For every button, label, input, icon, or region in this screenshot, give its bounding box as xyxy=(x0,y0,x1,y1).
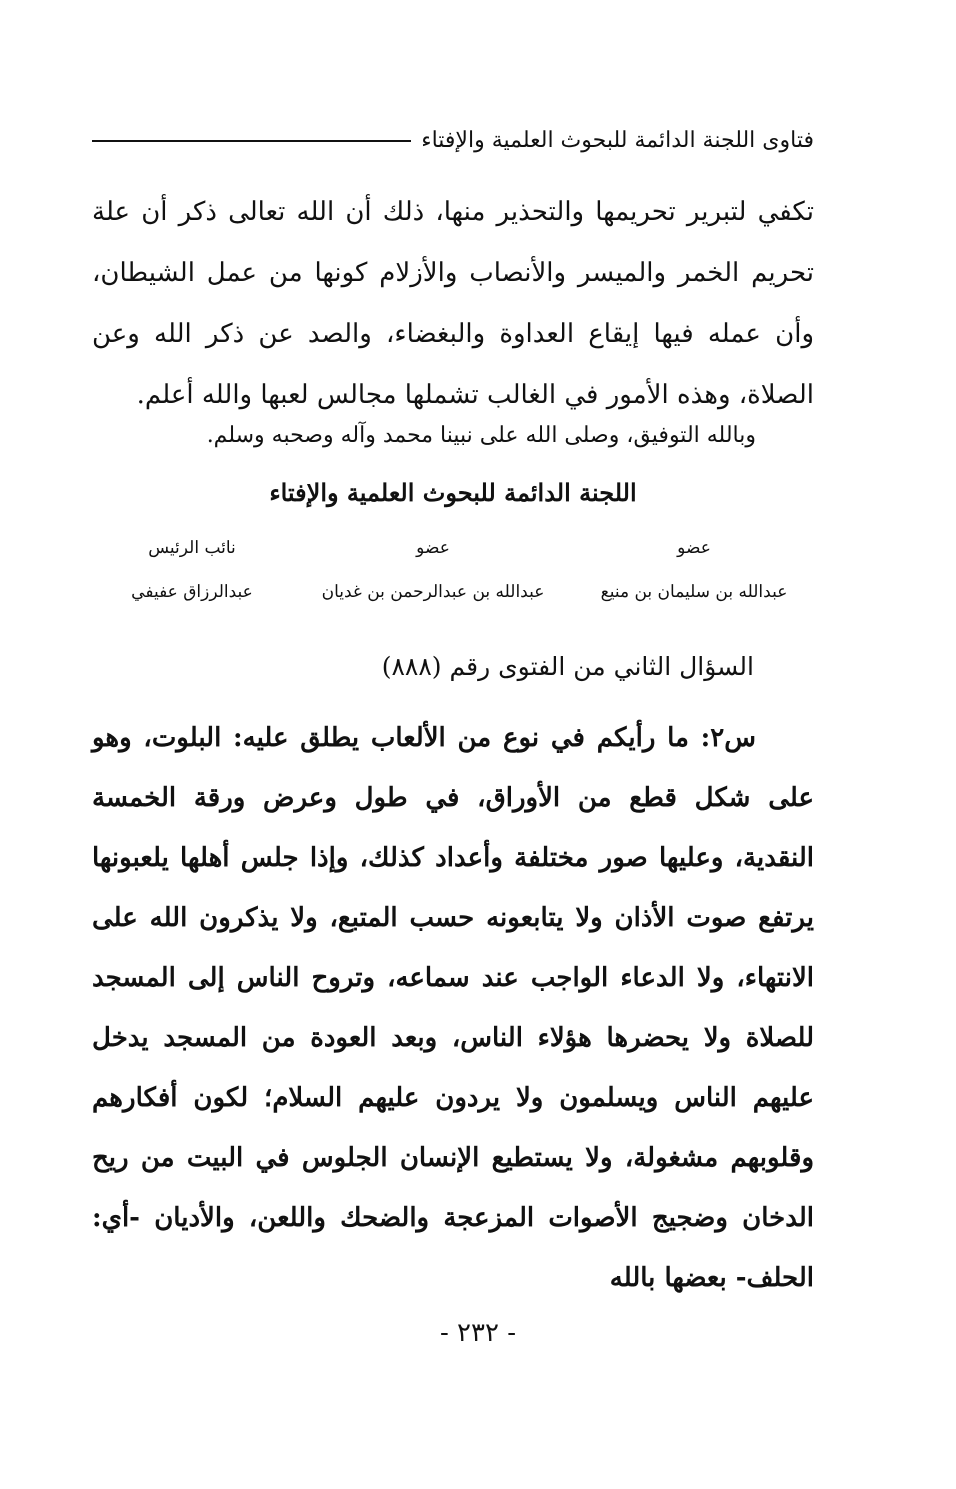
signature-role: نائب الرئيس xyxy=(148,538,236,558)
committee-title: اللجنة الدائمة للبحوث العلمية والإفتاء xyxy=(269,478,637,507)
signature-role: عضو xyxy=(416,538,450,558)
closing-line: وبالله التوفيق، وصلى الله على نبينا محمد وآله وصحبه وسلم. xyxy=(206,423,756,448)
signature-name: عبدالرزاق عفيفي xyxy=(131,582,253,602)
question-reference: السؤال الثاني من الفتوى رقم (٨٨٨) xyxy=(381,652,754,681)
running-header-title: فتاوى اللجنة الدائمة للبحوث العلمية والإفتاء xyxy=(421,127,814,153)
running-header xyxy=(92,122,814,158)
signature-block xyxy=(92,538,814,602)
signature-name: عبدالله بن عبدالرحمن بن غديان xyxy=(321,582,545,602)
signature-vice-president xyxy=(92,538,292,602)
signature-name: عبدالله بن سليمان بن منيع xyxy=(600,582,788,602)
signature-member-1 xyxy=(574,538,814,602)
header-rule xyxy=(92,140,411,142)
signature-role: عضو xyxy=(677,538,711,558)
paragraph-question: س٢: ما رأيكم في نوع من الألعاب يطلق عليه: البلوت، وهو على شكل قطع من الأوراق، في طول وعرض ورقة الخمسة النقدية، وعليها صور مختلفة وأعداد كذلك، وإذا جلس أهلها يلعبونها يرتفع صوت الأذان ولا يتابعونه حسب المتبع، ولا يذكرون الله على الانتهاء، ولا الدعاء الواجب عند سماعه، وتروح الناس إلى المسجد للصلاة ولا يحضرها هؤلاء الناس، وبعد العودة من المسجد يدخل عليهم الناس ويسلمون ولا يردون عليهم السلام؛ لكون أفكارهم وقلوبهم مشغولة، ولا يستطيع الإنسان الجلوس في البيت من ريح الدخان وضجيج الأصوات المزعجة والضحك واللعن، والأديان -أي: الحلف- بعضها بالله xyxy=(92,723,814,1293)
page-number: - ٢٣٢ - xyxy=(439,1318,517,1348)
paragraph-fatwa-answer: تكفي لتبرير تحريمها والتحذير منها، ذلك أن الله تعالى ذكر أن علة تحريم الخمر والميسر والأنصاب والأزلام كونها من عمل الشيطان، وأن عمله فيها إيقاع العداوة والبغضاء، والصد عن ذكر الله وعن الصلاة، وهذه الأمور في الغالب تشملها مجالس لعبها والله أعلم. xyxy=(92,197,814,410)
signature-member-2 xyxy=(308,538,558,602)
